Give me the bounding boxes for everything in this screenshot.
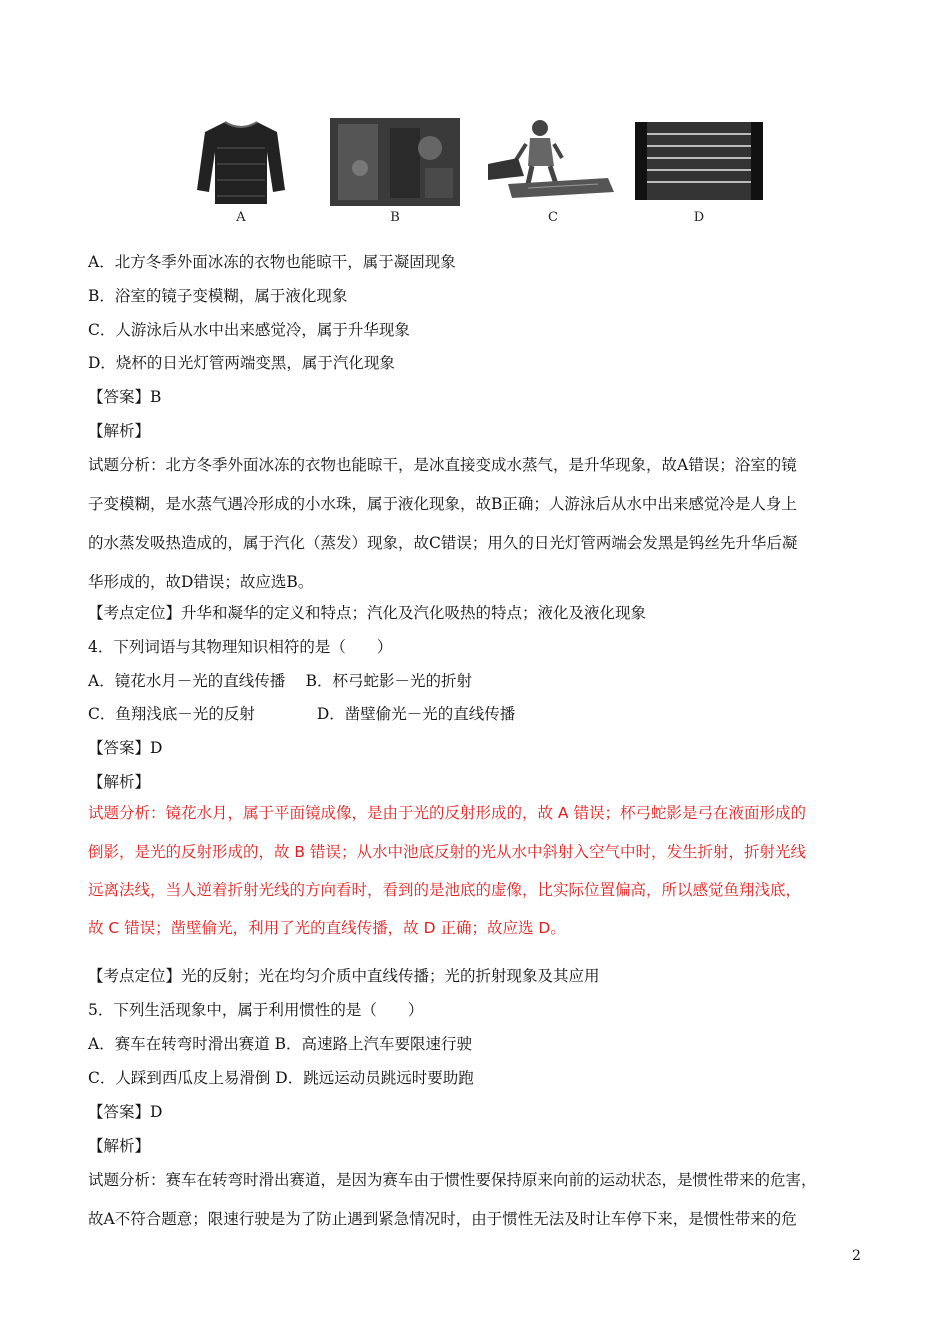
q5-analysis-line: 故A不符合题意；限速行驶是为了防止遇到紧急情况时，由于惯性无法及时让车停下来，是惯性带来的危 [88,1210,797,1228]
q5-options-row-2: C．人踩到西瓜皮上易滑倒 D．跳远运动员跳远时要助跑 [88,1069,474,1087]
swimmer-icon [488,118,618,206]
q4-kaodian: 【考点定位】光的反射；光在均匀介质中直线传播；光的折射现象及其应用 [88,967,600,985]
q5-stem: 5．下列生活现象中，属于利用惯性的是（ ） [88,1001,424,1019]
q3-analysis-title: 【解析】 [88,422,151,440]
q3-analysis-line: 子变模糊，是水蒸气遇冷形成的小水珠，属于液化现象，故B正确；人游泳后从水中出来感觉冷是人身上 [88,495,797,513]
fluorescent-tube-icon [635,118,763,206]
q3-answer: 【答案】B [88,388,162,406]
q4-options-row-2: C．鱼翔浅底－光的反射 D．凿壁偷光－光的直线传播 [88,705,516,723]
q5-analysis-line: 试题分析：赛车在转弯时滑出赛道，是因为赛车由于惯性要保持原来向前的运动状态，是惯性带来的危害， [88,1171,817,1189]
q5-options-row-1: A．赛车在转弯时滑出赛道 B．高速路上汽车要限速行驶 [88,1035,473,1053]
figure-row [190,118,770,228]
q4-options-row-1: A．镜花水月－光的直线传播 B．杯弓蛇影－光的折射 [88,672,473,690]
q4-stem: 4．下列词语与其物理知识相符的是（ ） [88,638,393,656]
figure-b [330,118,460,225]
q5-answer: 【答案】D [88,1103,163,1121]
q3-option-c: C．人游泳后从水中出来感觉冷，属于升华现象 [88,321,410,339]
q4-analysis-line: 倒影，是光的反射形成的，故 B 错误；从水中池底反射的光从水中斜射入空气中时，发生折射，折射光线 [88,843,806,861]
foggy-mirror-icon [330,118,460,206]
q3-analysis-line: 的水蒸发吸热造成的，属于汽化（蒸发）现象，故C错误；用久的日光灯管两端会发黑是钨丝先升华后凝 [88,534,798,552]
q3-option-b: B．浴室的镜子变模糊，属于液化现象 [88,287,348,305]
q3-analysis-line: 试题分析：北方冬季外面冰冻的衣物也能晾干，是冰直接变成水蒸气，是升华现象，故A错误；浴室的镜 [88,456,797,474]
figure-d [635,118,763,225]
q4-analysis-line: 故 C 错误；凿壁偷光，利用了光的直线传播，故 D 正确；故应选 D。 [88,919,566,937]
q3-option-d: D．烧杯的日光灯管两端变黑，属于汽化现象 [88,354,395,372]
figure-label-d: D [693,210,705,225]
q4-answer: 【答案】D [88,739,163,757]
figure-label-a: A [236,210,246,225]
q3-analysis-line: 华形成的，故D错误；故应选B。 [88,573,314,591]
q3-kaodian: 【考点定位】升华和凝华的定义和特点；汽化及汽化吸热的特点；液化及液化现象 [88,604,647,622]
q5-analysis-title: 【解析】 [88,1137,151,1155]
q3-option-a: A．北方冬季外面冰冻的衣物也能晾干，属于凝固现象 [88,253,456,271]
q4-analysis-title: 【解析】 [88,773,151,791]
figure-label-c: C [548,210,558,225]
page-number: 2 [852,1248,861,1264]
q4-analysis-line: 远离法线，当人逆着折射光线的方向看时，看到的是池底的虚像，比实际位置偏高，所以感觉鱼翔浅底， [88,881,802,899]
figure-label-b: B [390,210,400,225]
q4-analysis-line: 试题分析：镜花水月，属于平面镜成像，是由于光的反射形成的，故 A 错误；杯弓蛇影是弓在液面形成的 [88,804,806,822]
sweater-icon [195,118,287,208]
figure-c [488,118,618,225]
figure-a [195,118,287,225]
